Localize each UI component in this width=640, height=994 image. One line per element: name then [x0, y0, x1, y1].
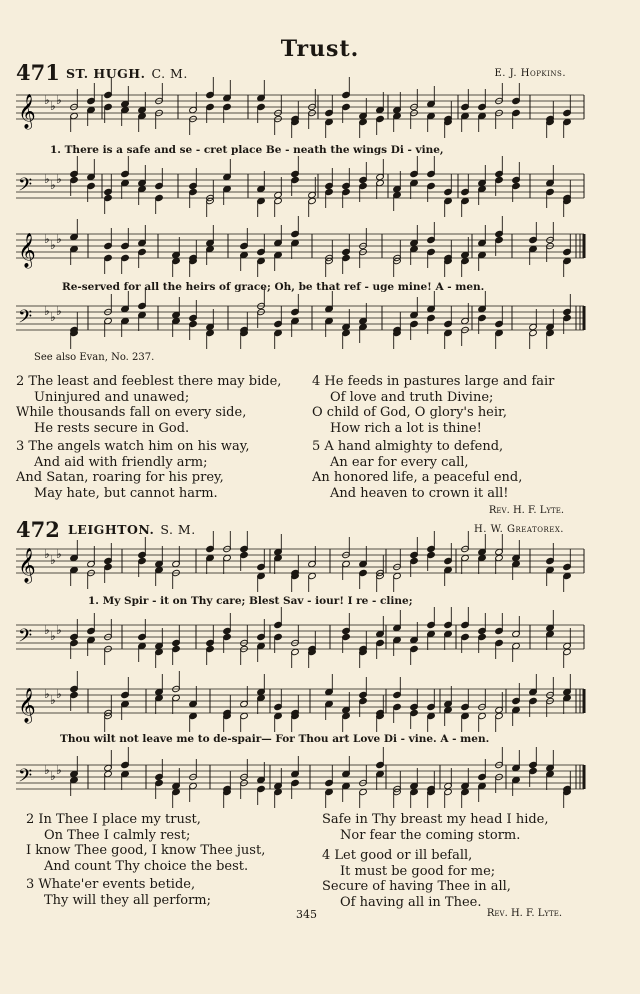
flat-sign: ♭: [56, 623, 62, 637]
bass-clef: 𝄢: [18, 175, 33, 200]
bass-clef: 𝄢: [18, 307, 33, 332]
stanza: [26, 877, 211, 908]
stanza-line: Safe in Thy breast my head I hide,: [322, 812, 549, 827]
flat-sign: ♭: [50, 629, 56, 643]
stanza-line: An honored life, a peaceful end,: [312, 470, 523, 485]
flat-sign: ♭: [44, 763, 50, 777]
stanza-line: 4 He feeds in pastures large and fair: [312, 374, 555, 389]
stanza-line: It must be good for me;: [340, 863, 496, 879]
flat-sign: ♭: [50, 769, 56, 783]
flat-sign: ♭: [44, 232, 50, 246]
stanza-line: Secure of having Thee in all,: [322, 879, 511, 894]
flat-sign: ♭: [44, 93, 50, 107]
treble-clef: 𝄞: [18, 233, 36, 268]
stanza-line: Nor fear the coming storm.: [340, 827, 521, 843]
stanza-line: 3 Whate'er events betide,: [26, 877, 196, 892]
tune-title: LEIGHTON.: [68, 522, 155, 537]
stanza: [312, 439, 522, 501]
flat-sign: ♭: [50, 693, 56, 707]
stanza: [26, 812, 265, 874]
flat-sign: ♭: [44, 547, 50, 561]
lyric-line: 1. There is a safe and se - cret place Be - neath the wings Di - vine,: [50, 144, 444, 156]
treble-clef: 𝄞: [18, 548, 36, 583]
page-title: Trust.: [280, 36, 360, 62]
flat-sign: ♭: [50, 99, 56, 113]
stanza-line: And count Thy choice the best.: [44, 858, 249, 874]
flat-sign: ♭: [56, 547, 62, 561]
treble-clef: 𝄞: [18, 688, 36, 723]
flat-sign: ♭: [56, 232, 62, 246]
flat-sign: ♭: [44, 687, 50, 701]
composer: H. W. Greatorex.: [474, 524, 564, 535]
lyricist: Rev. H. F. Lyte.: [486, 908, 562, 919]
bass-clef: 𝄢: [18, 766, 33, 791]
stanza: [322, 848, 511, 910]
stanza-line: And heaven to crown it all!: [330, 485, 509, 501]
flat-sign: ♭: [44, 623, 50, 637]
tune-meter: C. M.: [151, 66, 188, 81]
stanza: [322, 812, 549, 843]
lyric-line: Thou wilt not leave me to de-spair— For Thou art Love Di - vine. A - men.: [60, 733, 490, 745]
treble-clef: 𝄞: [18, 94, 36, 129]
flat-sign: ♭: [44, 304, 50, 318]
lyric-line: Re-served for all the heirs of grace; Oh, be that ref - uge mine! A - men.: [62, 281, 485, 293]
stanza-line: Of love and truth Divine;: [330, 389, 494, 405]
stanza-line: 5 A hand almighty to defend,: [312, 439, 504, 454]
page-number: 345: [296, 908, 317, 921]
flat-sign: ♭: [50, 238, 56, 252]
stanza-line: He rests secure in God.: [34, 420, 190, 436]
stanza-line: How rich a lot is thine!: [330, 420, 482, 436]
flat-sign: ♭: [56, 93, 62, 107]
flat-sign: ♭: [50, 178, 56, 192]
flat-sign: ♭: [56, 763, 62, 777]
stanza-line: 2 In Thee I place my trust,: [26, 812, 201, 827]
stanza-line: 4 Let good or ill befall,: [322, 848, 473, 863]
stanza-line: 3 The angels watch him on his way,: [16, 439, 250, 454]
stanza-line: Uninjured and unawed;: [34, 389, 190, 405]
stanza-line: On Thee I calmly rest;: [44, 827, 191, 843]
stanza-line: While thousands fall on every side,: [16, 405, 247, 420]
stanza-line: And Satan, roaring for his prey,: [16, 470, 224, 485]
see-also-note: See also Evan, No. 237.: [34, 352, 155, 363]
tune-name: [68, 522, 196, 537]
stanza: [16, 439, 250, 501]
stanza: [312, 374, 554, 436]
stanza-line: O child of God, O glory's heir,: [312, 405, 507, 420]
composer: E. J. Hopkins.: [494, 68, 566, 79]
flat-sign: ♭: [44, 172, 50, 186]
stanza-line: And aid with friendly arm;: [34, 454, 208, 470]
tune-meter: S. M.: [160, 522, 196, 537]
lyric-line: 1. My Spir - it on Thy care; Blest Sav - iour! I re - cline;: [88, 595, 413, 607]
stanza: [16, 374, 281, 436]
flat-sign: ♭: [56, 304, 62, 318]
stanza-line: Of having all in Thee.: [340, 894, 482, 910]
stanza-line: An ear for every call,: [330, 454, 469, 470]
stanza-line: 2 The least and feeblest there may bide,: [16, 374, 282, 389]
stanza-line: May hate, but cannot harm.: [34, 485, 218, 501]
flat-sign: ♭: [56, 172, 62, 186]
bass-clef: 𝄢: [18, 626, 33, 651]
hymn-number: 472: [16, 517, 60, 542]
flat-sign: ♭: [50, 310, 56, 324]
stanza-line: Thy will they all perform;: [44, 892, 212, 908]
hymn-number: 471: [16, 60, 60, 85]
tune-title: ST. HUGH.: [66, 66, 146, 81]
stanza-line: I know Thee good, I know Thee just,: [26, 843, 266, 858]
lyricist: Rev. H. F. Lyte.: [488, 505, 564, 516]
flat-sign: ♭: [56, 687, 62, 701]
flat-sign: ♭: [50, 553, 56, 567]
